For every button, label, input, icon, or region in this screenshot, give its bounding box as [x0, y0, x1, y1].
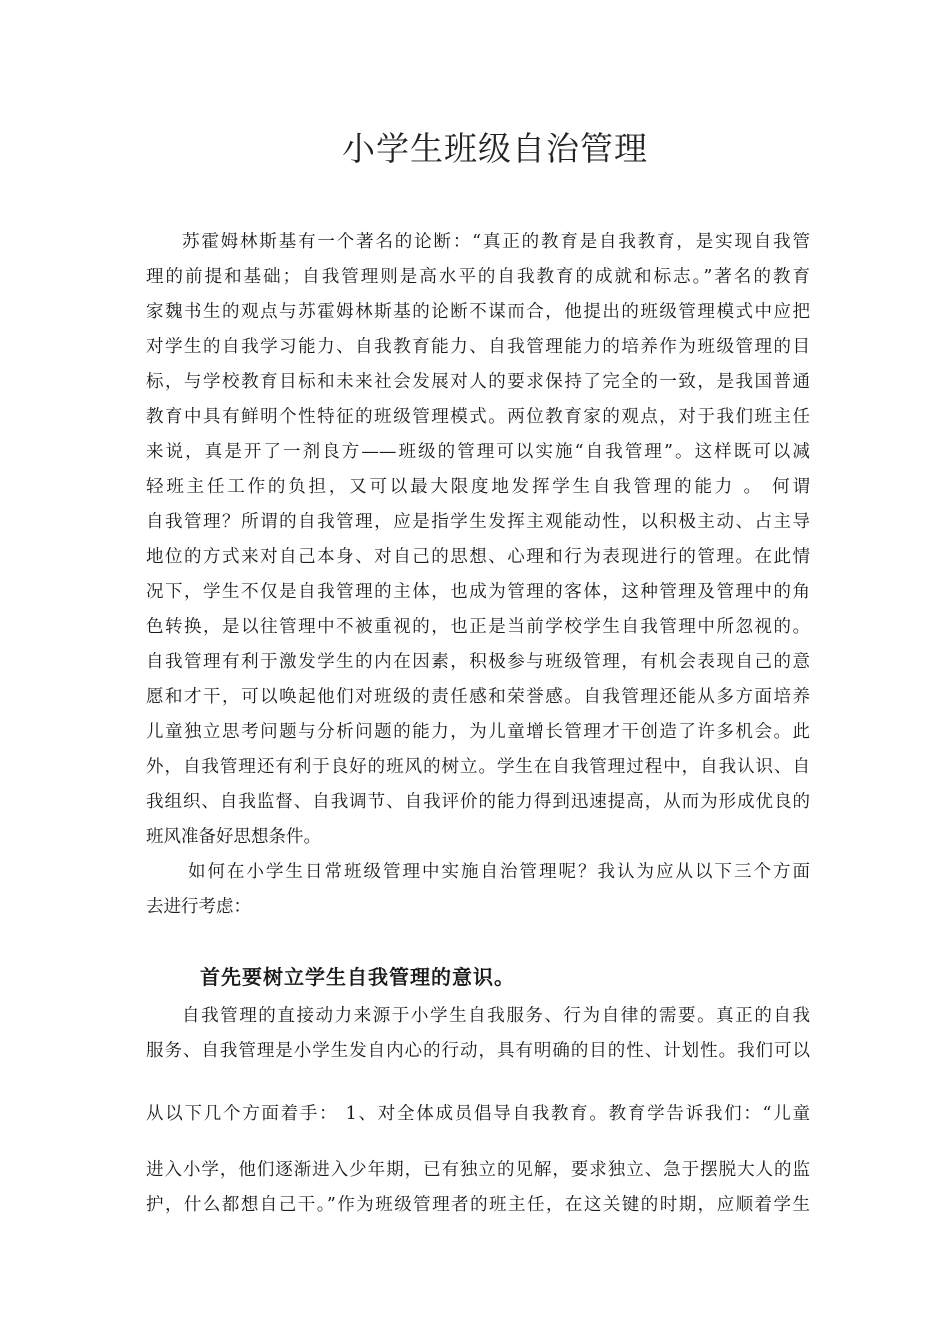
paragraph-line: 愿和才干，可以唤起他们对班级的责任感和荣誉感。自我管理还能从多方面培养 — [146, 687, 810, 707]
paragraph-line: 外，自我管理还有利于良好的班风的树立。学生在自我管理过程中，自我认识、自 — [146, 757, 810, 777]
paragraph-line: 色转换，是以往管理中不被重视的，也正是当前学校学生自我管理中所忽视的。 — [146, 617, 810, 637]
paragraph-line: 自我管理？所谓的自我管理，应是指学生发挥主观能动性，以积极主动、占主导 — [146, 512, 810, 532]
paragraph-line: 护，什么都想自己干。”作为班级管理者的班主任，在这关键的时期，应顺着学生 — [146, 1195, 810, 1215]
paragraph-line: 自我管理的直接动力来源于小学生自我服务、行为自律的需要。真正的自我 — [182, 1006, 810, 1026]
paragraph-line: 教育中具有鲜明个性特征的班级管理模式。两位教育家的观点，对于我们班主任 — [146, 407, 810, 427]
paragraph-line: 如何在小学生日常班级管理中实施自治管理呢？我认为应从以下三个方面 — [188, 862, 810, 882]
paragraph-line: 儿童独立思考问题与分析问题的能力，为儿童增长管理才干创造了许多机会。此 — [146, 722, 810, 742]
section-heading: 首先要树立学生自我管理的意识。 — [200, 965, 515, 989]
paragraph-line: 服务、自我管理是小学生发自内心的行动，具有明确的目的性、计划性。我们可以 — [146, 1041, 810, 1061]
paragraph-line: 进入小学，他们逐渐进入少年期，已有独立的见解，要求独立、急于摆脱大人的监 — [146, 1160, 810, 1180]
paragraph-line: 理的前提和基础；自我管理则是高水平的自我教育的成就和标志。”著名的教育 — [146, 267, 810, 287]
paragraph-line: 从以下几个方面着手： 1、对全体成员倡导自我教育。教育学告诉我们：“儿童 — [146, 1104, 810, 1124]
paragraph-line: 我组织、自我监督、自我调节、自我评价的能力得到迅速提高，从而为形成优良的 — [146, 792, 810, 812]
paragraph-line: 来说，真是开了一剂良方——班级的管理可以实施“自我管理”。这样既可以减 — [146, 442, 810, 462]
paragraph-line: 班风准备好思想条件。 — [146, 827, 321, 847]
paragraph-line: 轻班主任工作的负担，又可以最大限度地发挥学生自我管理的能力 。 何谓 — [146, 477, 810, 497]
paragraph-line: 标，与学校教育目标和未来社会发展对人的要求保持了完全的一致，是我国普通 — [146, 372, 810, 392]
paragraph-line: 自我管理有利于激发学生的内在因素，积极参与班级管理，有机会表现自己的意 — [146, 652, 810, 672]
paragraph-line: 苏霍姆林斯基有一个著名的论断：“真正的教育是自我教育，是实现自我管 — [182, 232, 810, 252]
document-title: 小学生班级自治管理 — [342, 129, 648, 168]
paragraph-line: 去进行考虑： — [146, 897, 251, 917]
paragraph-line: 地位的方式来对自己本身、对自己的思想、心理和行为表现进行的管理。在此情 — [146, 547, 810, 567]
paragraph-line: 况下，学生不仅是自我管理的主体，也成为管理的客体，这种管理及管理中的角 — [146, 582, 810, 602]
paragraph-line: 家魏书生的观点与苏霍姆林斯基的论断不谋而合，他提出的班级管理模式中应把 — [146, 302, 810, 322]
paragraph-line: 对学生的自我学习能力、自我教育能力、自我管理能力的培养作为班级管理的目 — [146, 337, 810, 357]
